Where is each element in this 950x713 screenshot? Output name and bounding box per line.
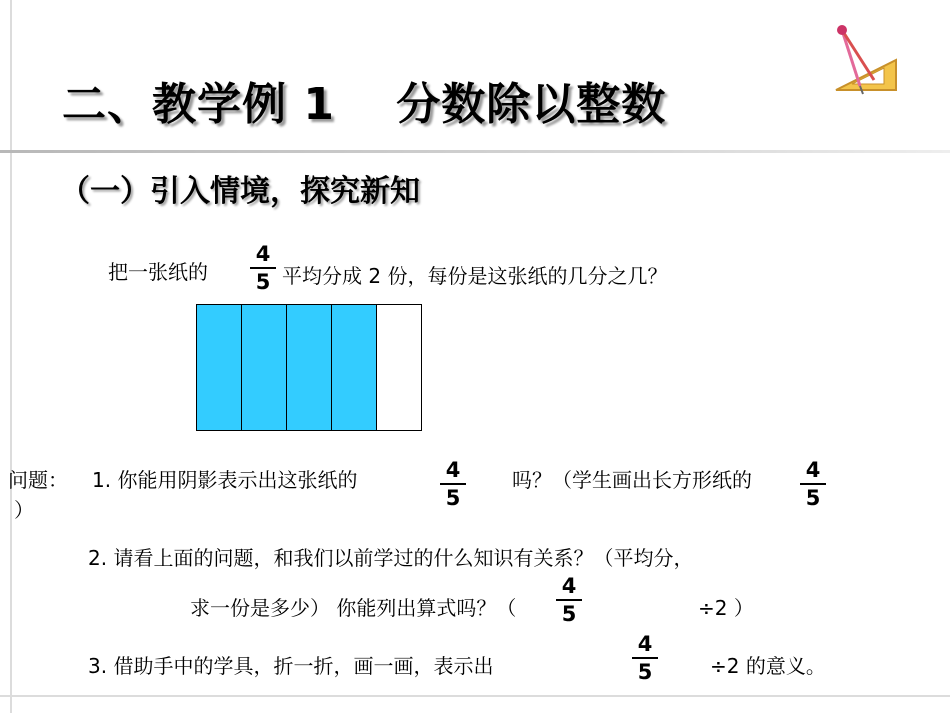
fraction-numerator: 4 [255, 242, 271, 266]
fraction-denominator: 5 [561, 602, 577, 626]
problem-1-text-a: 1. 你能用阴影表示出这张纸的 [92, 468, 358, 492]
problem-3-text-b: ÷2 的意义。 [710, 654, 826, 678]
problem-2-line-1: 2. 请看上面的问题，和我们以前学过的什么知识有关系？（平均分， [88, 546, 694, 570]
problem-label: 问题： [8, 468, 68, 492]
fraction-numerator: 4 [445, 458, 461, 482]
strip-part-shaded [241, 304, 287, 431]
section-heading: （一）引入情境，探究新知 [60, 174, 420, 209]
title-divider [0, 150, 950, 153]
page-title: 二、教学例 1 分数除以整数 [62, 79, 667, 130]
fraction-problem-3 [632, 632, 658, 684]
fraction-denominator: 5 [445, 486, 461, 510]
problem-2-line-2: 求一份是多少） 你能列出算式吗？（ [190, 596, 517, 620]
fraction-bar [250, 267, 276, 269]
fraction-numerator: 4 [561, 574, 577, 598]
fraction-problem-1 [440, 458, 466, 510]
fraction-bar [440, 483, 466, 485]
fraction-problem-1-answer [800, 458, 826, 510]
fraction-denominator: 5 [637, 660, 653, 684]
compass-ruler-icon [830, 20, 902, 96]
fraction-problem-2 [556, 574, 582, 626]
fraction-bar [632, 657, 658, 659]
question-prefix: 把一张纸的 [108, 260, 208, 284]
paper-strip [196, 304, 422, 431]
problem-1-text-b: 吗？（学生画出长方形纸的 [512, 468, 752, 492]
strip-part-shaded [331, 304, 377, 431]
fraction-denominator: 5 [805, 486, 821, 510]
bottom-guide-line [0, 695, 950, 697]
fraction-bar [800, 483, 826, 485]
problem-1-close: ） [14, 498, 34, 522]
fraction-denominator: 5 [255, 270, 271, 294]
fraction-numerator: 4 [637, 632, 653, 656]
problem-2-division: ÷2 ） [698, 596, 754, 620]
fraction-numerator: 4 [805, 458, 821, 482]
strip-part-shaded [286, 304, 332, 431]
left-guide-line [10, 0, 12, 713]
question-suffix: 平均分成 2 份，每份是这张纸的几分之几？ [282, 264, 668, 288]
strip-part-shaded [196, 304, 242, 431]
fraction-bar [556, 599, 582, 601]
problem-3-text-a: 3. 借助手中的学具，折一折，画一画，表示出 [88, 654, 494, 678]
strip-part-empty [376, 304, 422, 431]
fraction-question [250, 242, 276, 294]
